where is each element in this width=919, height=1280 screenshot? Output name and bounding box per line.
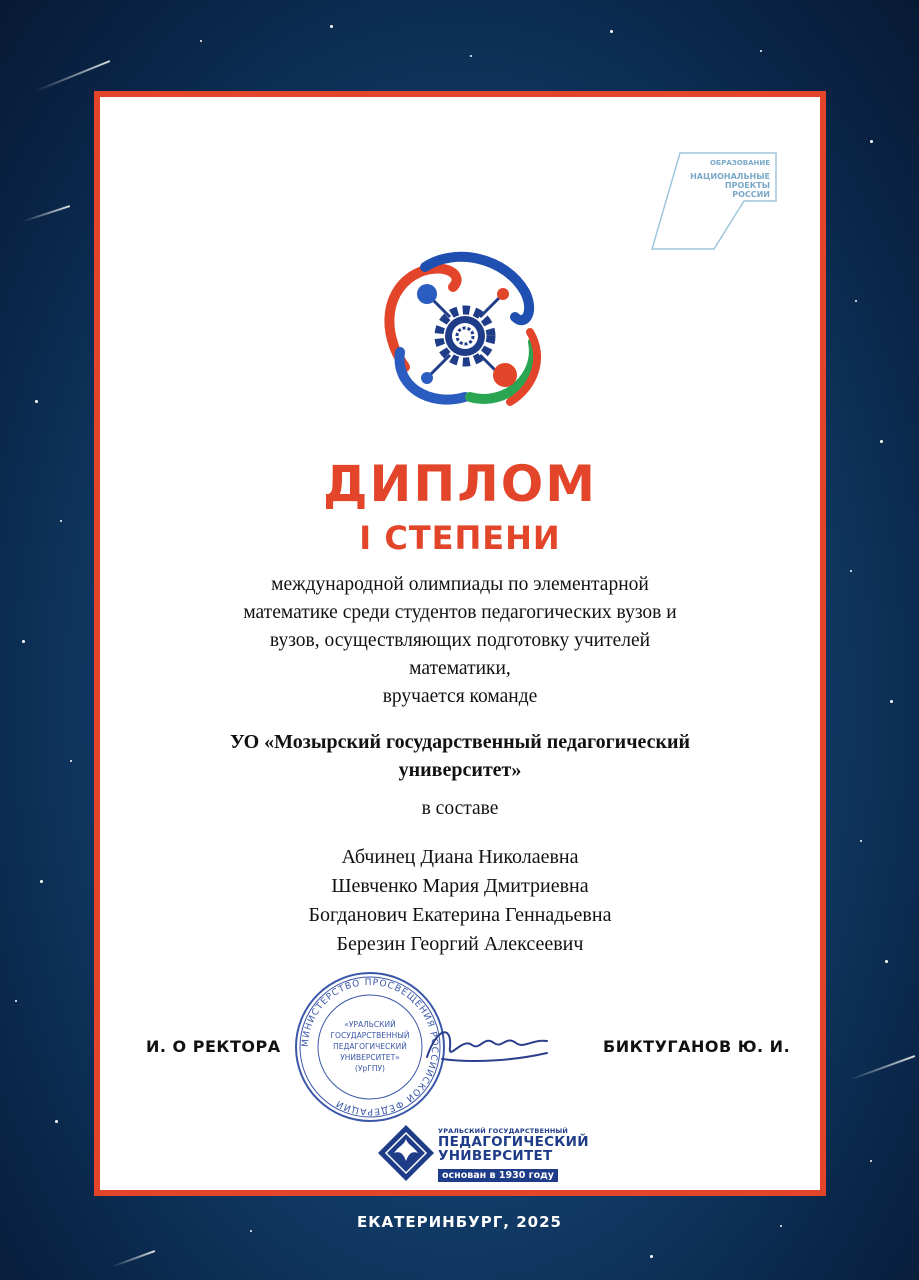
university-logo-line3: УНИВЕРСИТЕТ [438,1148,553,1164]
description-line: вручается команде [382,686,538,707]
star [650,1255,653,1258]
star [760,50,762,52]
stamp-line: (УрГПУ) [355,1064,385,1073]
university-emblem-icon [376,1123,436,1183]
university-logo-line1: УРАЛЬСКИЙ ГОСУДАРСТВЕННЫЙ [438,1127,569,1135]
diploma-card [94,91,826,1196]
star [870,140,873,143]
star [60,520,62,522]
rector-signature [422,1017,552,1072]
footer-city-year: ЕКАТЕРИНБУРГ, 2025 [357,1213,562,1231]
shooting-star [849,1055,915,1081]
star [22,640,25,643]
star [40,880,43,883]
star [880,440,883,443]
star [850,570,852,572]
shooting-star [112,1250,155,1267]
university-logo [438,1127,589,1182]
stamp-line: ГОСУДАРСТВЕННЫЙ [330,1031,410,1040]
star [890,700,893,703]
team-member: Богданович Екатерина Геннадьевна [308,904,612,926]
team-member: Шевченко Мария Дмитриевна [331,875,589,897]
partner-logo-line4: РОССИИ [732,190,770,199]
star [70,760,72,762]
university-logo-line2: ПЕДАГОГИЧЕСКИЙ [438,1134,589,1150]
stamp-line: УНИВЕРСИТЕТ» [340,1053,400,1062]
star [870,1160,872,1162]
team-name-line: университет» [398,759,522,781]
team-member: Абчинец Диана Николаевна [341,846,579,868]
partner-logo-line1: ОБРАЗОВАНИЕ [709,159,770,167]
description-line: международной олимпиады по элементарной [271,574,649,595]
partner-logo-line3: ПРОЕКТЫ [724,181,770,190]
partner-logo-line2: НАЦИОНАЛЬНЫЕ [690,172,770,181]
team-member: Березин Георгий Алексеевич [336,933,584,955]
award-description [100,571,820,711]
star [885,960,888,963]
star [610,30,613,33]
star [15,1000,17,1002]
stamp-line: ПЕДАГОГИЧЕСКИЙ [333,1042,407,1051]
diploma-title: ДИПЛОМ [322,455,597,513]
star [860,840,862,842]
team-name [100,728,820,784]
star [35,400,38,403]
star [470,55,472,57]
signatory-position: И. О РЕКТОРА [146,1037,281,1056]
description-line: математики, [409,658,511,679]
team-members-list [100,843,820,959]
signatory-name: БИКТУГАНОВ Ю. И. [603,1037,791,1056]
composition-label: в составе [421,798,499,819]
description-line: вузов, осуществляющих подготовку учителей [269,630,651,651]
stamp-ring-text: МИНИСТЕРСТВО ПРОСВЕЩЕНИЯ РОССИЙСКОЙ ФЕДЕРАЦИИ [300,977,440,1117]
star [330,25,333,28]
description-line: математике среди студентов педагогических вузов и [243,602,677,623]
star [55,1120,58,1123]
team-name-line: УО «Мозырский государственный педагогический [229,731,691,753]
shooting-star [35,60,110,92]
university-founded: основан в 1930 году [438,1169,558,1182]
national-projects-logo [650,145,780,255]
star [855,300,857,302]
shooting-star [22,205,70,222]
diploma-degree: I СТЕПЕНИ [359,519,561,557]
star [200,40,202,42]
olympiad-emblem-icon [375,247,555,422]
stamp-line: «УРАЛЬСКИЙ [344,1020,396,1029]
